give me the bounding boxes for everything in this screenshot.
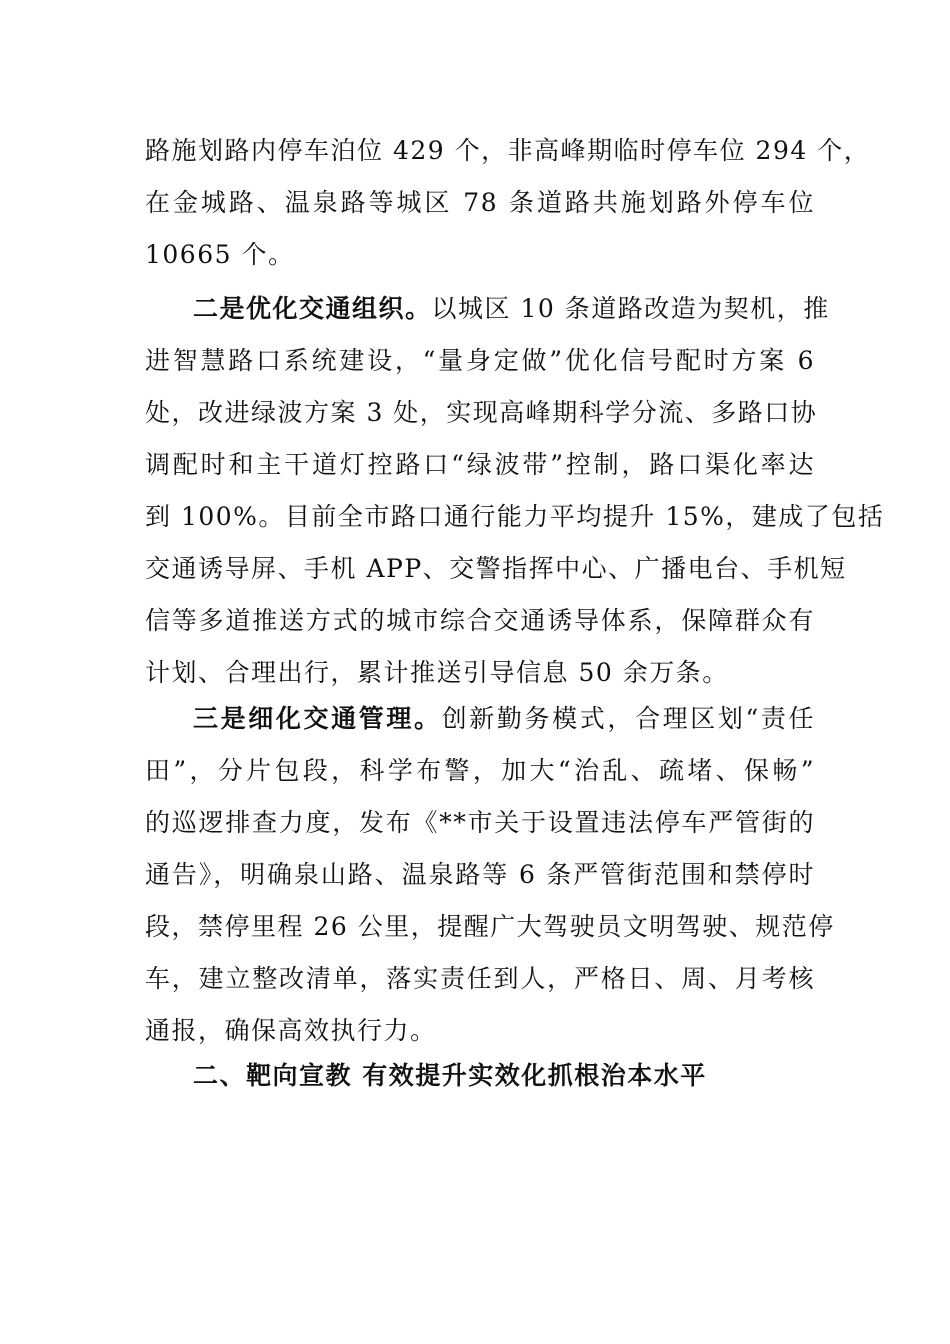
paragraph-lead: 二是优化交通组织。: [193, 294, 432, 323]
paragraph-line: 田”，分片包段，科学布警，加大“治乱、疏堵、保畅”: [145, 756, 815, 785]
paragraph-line: 段，禁停里程 26 公里，提醒广大驾驶员文明驾驶、规范停: [145, 912, 835, 941]
section-heading: [145, 1050, 815, 1102]
paragraph-line: 处，改进绿波方案 3 处，实现高峰期科学分流、多路口协: [145, 398, 818, 427]
paragraph-line: 到 100%。目前全市路口通行能力平均提升 15%，建成了包括: [145, 502, 885, 531]
paragraph-line: 车，建立整改清单，落实责任到人，严格日、周、月考核: [145, 964, 815, 993]
paragraph-traffic-organization: [145, 283, 885, 699]
paragraph-first-line-rest: 创新勤务模式，合理区划“责任: [441, 704, 815, 733]
paragraph-first-line-rest: 以城区 10 条道路改造为契机，推: [431, 294, 830, 323]
paragraph-traffic-management: [145, 693, 835, 1057]
paragraph-line: 10665 个。: [145, 240, 295, 269]
paragraph-line: 路施划路内停车泊位 429 个，非高峰期临时停车位 294 个，: [145, 136, 871, 165]
paragraph-line: 在金城路、温泉路等城区 78 条道路共施划路外停车位: [145, 188, 815, 217]
paragraph-line: 的巡逻排查力度，发布《**市关于设置违法停车严管街的: [145, 808, 815, 837]
section-heading-text: 二、靶向宣教 有效提升实效化抓根治本水平: [193, 1061, 707, 1090]
paragraph-line: 进智慧路口系统建设，“量身定做”优化信号配时方案 6: [145, 346, 815, 375]
paragraph-first-line: [145, 693, 815, 745]
paragraph-line: 通告》，明确泉山路、温泉路等 6 条严管街范围和禁停时: [145, 860, 815, 889]
paragraph-parking: [145, 125, 871, 281]
paragraph-line: 交通诱导屏、手机 APP、交警指挥中心、广播电台、手机短: [145, 554, 847, 583]
paragraph-first-line: [145, 283, 830, 335]
paragraph-line: 计划、合理出行，累计推送引导信息 50 余万条。: [145, 658, 729, 687]
paragraph-lead: 三是细化交通管理。: [193, 704, 442, 733]
paragraph-line: 信等多道推送方式的城市综合交通诱导体系，保障群众有: [145, 606, 815, 635]
paragraph-line: 通报，确保高效执行力。: [145, 1016, 437, 1045]
paragraph-line: 调配时和主干道灯控路口“绿波带”控制，路口渠化率达: [145, 450, 815, 479]
